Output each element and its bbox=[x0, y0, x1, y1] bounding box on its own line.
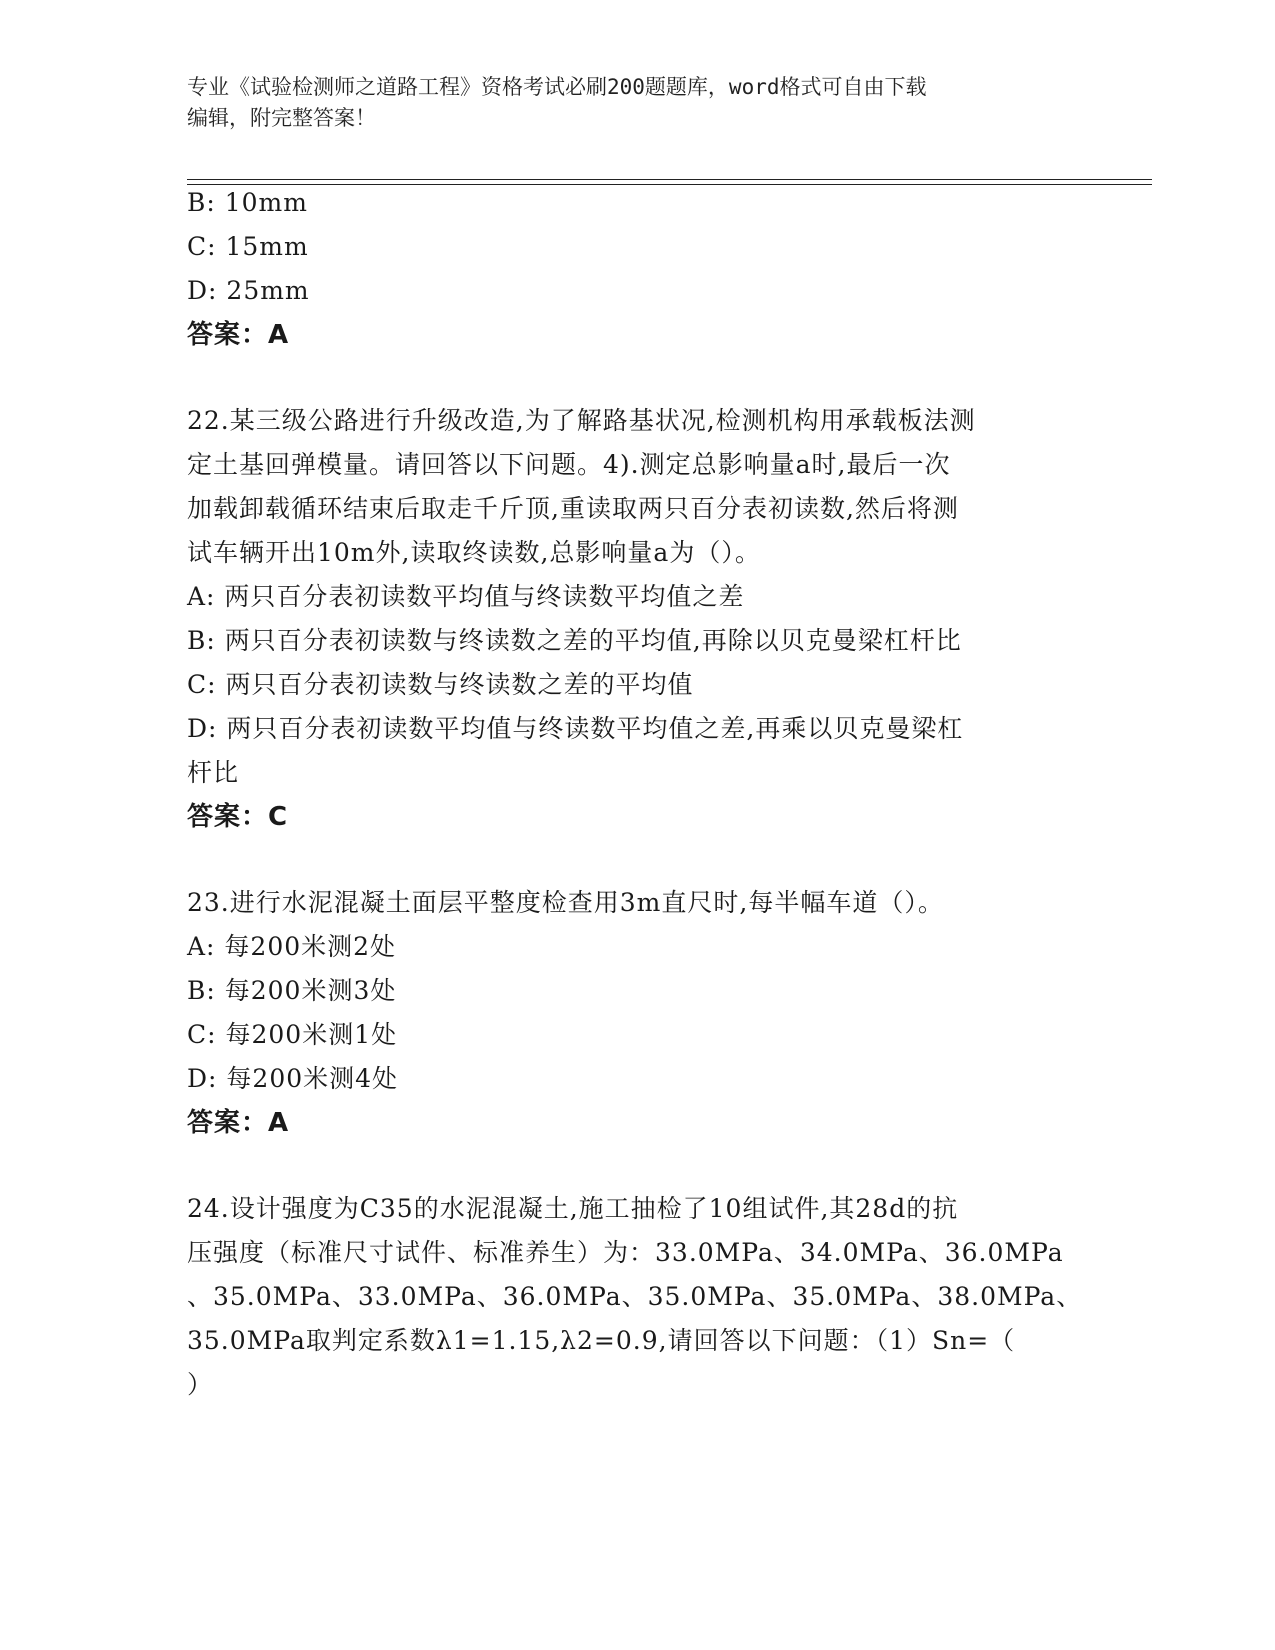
q22-option-d-line-1: D: 两只百分表初读数平均值与终读数平均值之差,再乘以贝克曼梁杠 bbox=[187, 714, 964, 743]
header-line-1: 专业《试验检测师之道路工程》资格考试必刷200题题库，word格式可自由下载 bbox=[187, 75, 927, 99]
q21-option-b: B: 10mm bbox=[187, 188, 308, 217]
q22-option-a: A: 两只百分表初读数平均值与终读数平均值之差 bbox=[187, 582, 745, 611]
q23-option-c: C: 每200米测1处 bbox=[187, 1020, 398, 1049]
q23-option-d: D: 每200米测4处 bbox=[187, 1064, 399, 1093]
q22-option-b: B: 两只百分表初读数与终读数之差的平均值,再除以贝克曼梁杠杆比 bbox=[187, 626, 962, 655]
document-header bbox=[187, 72, 1087, 134]
q21-answer: 答案：A bbox=[187, 320, 290, 350]
q21-option-c: C: 15mm bbox=[187, 232, 309, 261]
q21-option-d: D: 25mm bbox=[187, 276, 310, 305]
q22-stem-line-1: 22.某三级公路进行升级改造,为了解路基状况,检测机构用承载板法测 bbox=[187, 406, 976, 435]
q22-answer: 答案：C bbox=[187, 802, 289, 832]
q24-stem-line-2: 压强度（标准尺寸试件、标准养生）为：33.0MPa、34.0MPa、36.0MPa bbox=[187, 1238, 1064, 1267]
q24-stem-line-4: 35.0MPa取判定系数λ1=1.15,λ2=0.9,请回答以下问题：（1）Sn=（ bbox=[187, 1326, 1016, 1355]
header-divider-bottom bbox=[187, 184, 1152, 185]
q24-stem-line-1: 24.设计强度为C35的水泥混凝土,施工抽检了10组试件,其28d的抗 bbox=[187, 1194, 959, 1223]
q24-stem-line-5: ） bbox=[187, 1370, 214, 1399]
header-divider-top bbox=[187, 179, 1152, 180]
q23-option-b: B: 每200米测3处 bbox=[187, 976, 397, 1005]
q23-option-a: A: 每200米测2处 bbox=[187, 932, 397, 961]
q22-stem-line-3: 加载卸载循环结束后取走千斤顶,重读取两只百分表初读数,然后将测 bbox=[187, 494, 959, 523]
q24-stem-line-3: 、35.0MPa、33.0MPa、36.0MPa、35.0MPa、35.0MPa、38.0MPa、 bbox=[187, 1282, 1083, 1311]
header-line-2: 编辑，附完整答案！ bbox=[187, 106, 376, 130]
q23-stem: 23.进行水泥混凝土面层平整度检查用3m直尺时,每半幅车道（）。 bbox=[187, 888, 944, 917]
q22-stem-line-4: 试车辆开出10m外,读取终读数,总影响量a为（）。 bbox=[187, 538, 761, 567]
q22-option-c: C: 两只百分表初读数与终读数之差的平均值 bbox=[187, 670, 694, 699]
q22-option-d-line-2: 杆比 bbox=[187, 758, 240, 787]
q23-answer: 答案：A bbox=[187, 1108, 290, 1138]
q22-stem-line-2: 定土基回弹模量。请回答以下问题。4).测定总影响量a时,最后一次 bbox=[187, 450, 951, 479]
